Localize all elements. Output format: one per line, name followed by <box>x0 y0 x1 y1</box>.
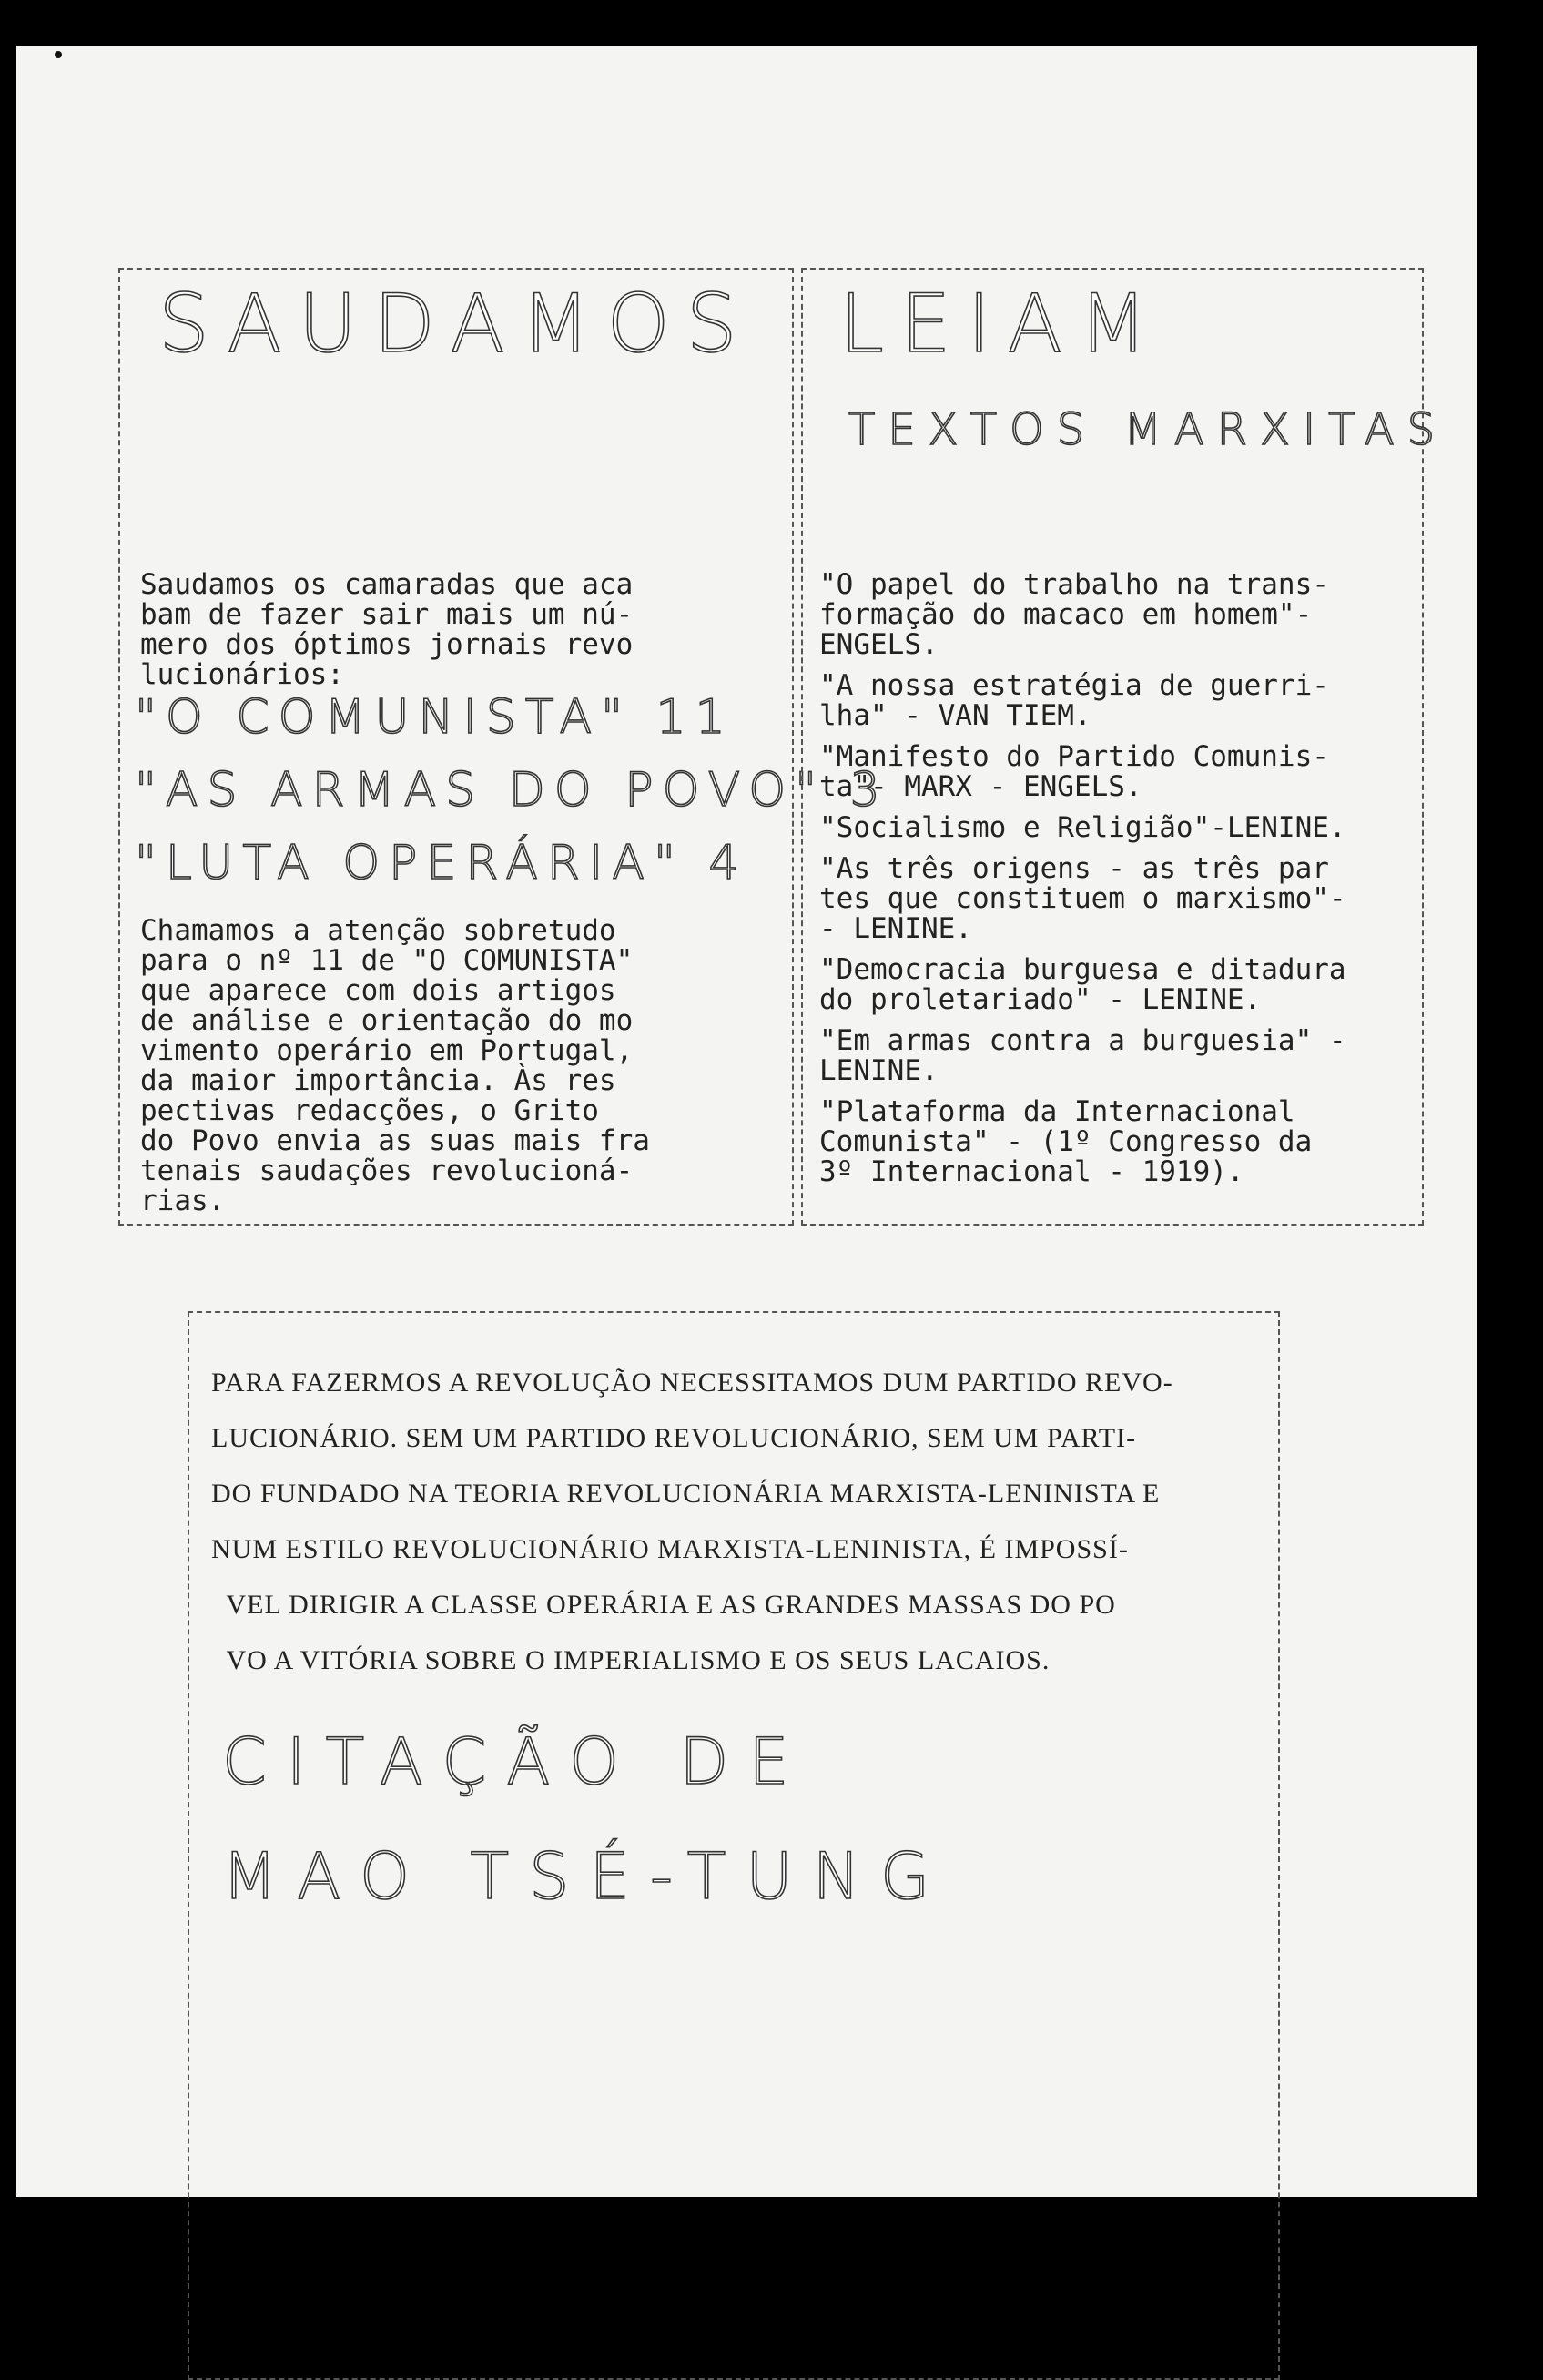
newspaper-title: "AS ARMAS DO POVO" 3 <box>135 763 889 818</box>
mao-quote-text: PARA FAZERMOS A REVOLUÇÃO NECESSITAMOS DUM PARTIDO REVO- LUCIONÁRIO. SEM UM PARTIDO REVOLUCIONÁRIO, SEM UM PARTI- DO FUNDADO NA TEORIA REVOLUCIONÁRIA MARXISTA-LENINISTA E NUM ESTILO REVOLUCIONÁRIO MARXISTA-LENINISTA, É IMPOSSÍ- VEL DIRIGIR A CLASSE OPERÁRIA E AS GRANDES MASSAS DO PO VO A VITÓRIA SOBRE O IMPERIALISMO E OS SEUS LACAIOS. <box>211 1368 1173 1675</box>
reading-item: "Socialismo e Religião"-LENINE. <box>819 811 1346 844</box>
reading-item: "Plataforma da Internacional Comunista" - (1º Congresso da 3º Internacional - 1919). <box>819 1095 1313 1188</box>
greetings-body: Chamamos a atenção sobretudo para o nº 11 de "O COMUNISTA" que aparece com dois artigos de análise e orientação do mo vimento operário em Portugal, da maior importância. Às res pectivas redacções, o Grito do Povo envia as suas mais fra tenais saudações revolucioná- rias. <box>140 914 650 1217</box>
newspaper-title: "O COMUNISTA" 11 <box>135 690 735 745</box>
reading-item: "As três origens - as três par tes que constituem o marxismo"- - LENINE. <box>819 852 1346 945</box>
reading-item: "O papel do trabalho na trans- formação do macaco em homem"- ENGELS. <box>819 568 1329 661</box>
reading-item: "Democracia burguesa e ditadura do proletariado" - LENINE. <box>819 953 1346 1016</box>
reading-subheading: TEXTOS MARXITAS <box>848 404 1448 455</box>
reading-item: "Manifesto do Partido Comunis- ta"- MARX - ENGELS. <box>819 740 1329 803</box>
newspaper-title: "LUTA OPERÁRIA" 4 <box>135 836 748 890</box>
quote-attribution-line1: CITAÇÃO DE <box>222 1724 809 1799</box>
reading-item: "Em armas contra a burguesia" - LENINE. <box>819 1024 1346 1087</box>
reading-item: "A nossa estratégia de guerri- lha" - VAN TIEM. <box>819 669 1329 732</box>
quote-panel <box>188 1311 1280 2380</box>
reading-heading: LEIAM <box>839 277 1164 371</box>
document-page <box>16 46 1477 2197</box>
greetings-intro: Saudamos os camaradas que aca bam de fazer sair mais um nú- mero dos óptimos jornais revo lucionários: <box>140 568 634 691</box>
greetings-panel <box>118 268 889 1226</box>
ink-speck <box>55 51 62 58</box>
quote-attribution-line2: MAO TSÉ-TUNG <box>222 1839 950 1914</box>
reading-list <box>819 570 1411 1198</box>
greetings-heading: SAUDAMOS <box>158 277 754 371</box>
reading-panel <box>801 268 1448 1226</box>
